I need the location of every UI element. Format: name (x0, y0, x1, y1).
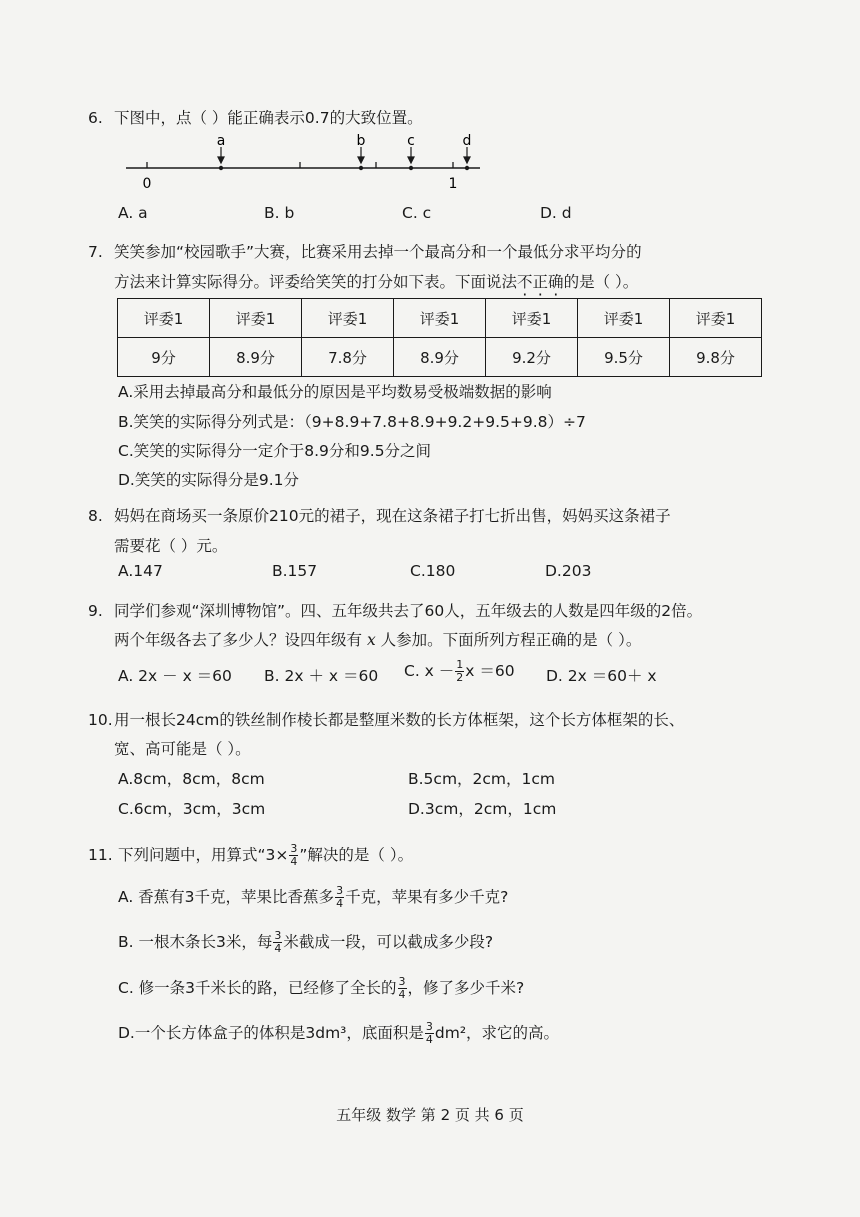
label-a: a (216, 133, 226, 149)
question-9-line2: 两个年级各去了多少人？设四年级有 x 人参加。下面所列方程正确的是（ ）。 (114, 631, 642, 649)
point-a (219, 166, 223, 170)
table-cell: 7.8分 (302, 338, 394, 377)
fraction: $\frac{3}{4}$ (425, 1020, 433, 1046)
q9-option-a[interactable]: A. 2x － x ＝60 (118, 667, 232, 685)
q6-option-c[interactable]: C. c (402, 204, 432, 222)
label-d: d (462, 133, 472, 149)
table-cell: 评委1 (210, 299, 302, 338)
question-8-line1: 8. 妈妈在商场买一条原价210元的裙子，现在这条裙子打七折出售，妈妈买这条裙子 (88, 507, 671, 525)
table-cell: 评委1 (302, 299, 394, 338)
q11-option-a[interactable]: A. 香蕉有3千克，苹果比香蕉多 $\frac{3}{4}$ 千克，苹果有多少千克? (118, 884, 509, 910)
q7-option-a[interactable]: A.采用去掉最高分和最低分的原因是平均数易受极端数据的影响 (118, 383, 552, 401)
q7-option-b[interactable]: B.笑笑的实际得分列式是：（9+8.9+7.8+8.9+9.2+9.5+9.8）÷7 (118, 413, 586, 431)
q10-option-c[interactable]: C.6cm，3cm，3cm (118, 800, 266, 818)
fraction: $\frac{3}{4}$ (274, 929, 282, 955)
q9-option-b[interactable]: B. 2x ＋ x ＝60 (264, 667, 379, 685)
table-cell: 评委1 (670, 299, 762, 338)
q7-option-d[interactable]: D.笑笑的实际得分是9.1分 (118, 471, 300, 489)
q10-option-b[interactable]: B.5cm，2cm，1cm (408, 770, 556, 788)
label-b: b (356, 133, 366, 149)
point-d (465, 166, 469, 170)
score-table (117, 298, 762, 377)
label-c: c (407, 133, 415, 149)
fraction: $\frac{3}{4}$ (290, 842, 298, 868)
q11-option-d[interactable]: D.一个长方体盒子的体积是3dm³，底面积是 $\frac{3}{4}$ dm²，求它的高。 (118, 1020, 560, 1046)
q8-option-a[interactable]: A.147 (118, 562, 163, 580)
table-cell: 8.9分 (210, 338, 302, 377)
fraction: $\frac{3}{4}$ (398, 975, 406, 1001)
table-cell: 评委1 (394, 299, 486, 338)
fraction: $\frac{1}{2}$ (456, 658, 464, 684)
question-7-line2: 方法来计算实际得分。评委给笑笑的打分如下表。下面说法不正确的是（ ）。 (114, 273, 639, 291)
question-6-stem: 6. 下图中，点（ ）能正确表示0.7的大致位置。 (88, 109, 423, 127)
table-cell: 评委1 (486, 299, 578, 338)
label-zero: 0 (142, 176, 152, 192)
question-10-line1: 10.用一根长24cm的铁丝制作棱长都是整厘米数的长方体框架，这个长方体框架的长、 (88, 711, 685, 729)
table-cell: 8.9分 (394, 338, 486, 377)
q10-option-d[interactable]: D.3cm，2cm，1cm (408, 800, 557, 818)
q9-option-d[interactable]: D. 2x ＝60＋ x (546, 667, 657, 685)
table-cell: 评委1 (118, 299, 210, 338)
q6-option-a[interactable]: A. a (118, 204, 148, 222)
q8-option-c[interactable]: C.180 (410, 562, 456, 580)
q7-option-c[interactable]: C.笑笑的实际得分一定介于8.9分和9.5分之间 (118, 442, 432, 460)
point-b (359, 166, 363, 170)
q11-option-b[interactable]: B. 一根木条长3米，每 $\frac{3}{4}$ 米截成一段，可以截成多少段? (118, 929, 494, 955)
q10-option-a[interactable]: A.8cm，8cm，8cm (118, 770, 265, 788)
table-cell: 9分 (118, 338, 210, 377)
question-7-line1: 7. 笑笑参加“校园歌手”大赛，比赛采用去掉一个最高分和一个最低分求平均分的 (88, 243, 642, 261)
q8-option-b[interactable]: B.157 (272, 562, 318, 580)
label-one: 1 (448, 176, 458, 192)
fraction: $\frac{3}{4}$ (336, 884, 344, 910)
table-cell: 9.5分 (578, 338, 670, 377)
q8-option-d[interactable]: D.203 (545, 562, 592, 580)
q9-option-c[interactable]: C. x － $\frac{1}{2}$ x ＝60 (404, 658, 515, 684)
page-footer: 五年级 数学 第 2 页 共 6 页 (336, 1106, 524, 1124)
number-line (118, 132, 498, 194)
question-10-line2: 宽、高可能是（ ）。 (114, 740, 251, 758)
table-cell: 9.2分 (486, 338, 578, 377)
question-8-line2: 需要花（ ）元。 (114, 537, 228, 555)
question-11-stem: 11. 下列问题中，用算式“3× $\frac{3}{4}$ ”解决的是（ ）。 (88, 842, 414, 868)
table-header-row (118, 299, 762, 338)
q6-option-d[interactable]: D. d (540, 204, 572, 222)
q6-option-b[interactable]: B. b (264, 204, 295, 222)
table-cell: 评委1 (578, 299, 670, 338)
point-c (409, 166, 413, 170)
table-score-row (118, 338, 762, 377)
table-cell: 9.8分 (670, 338, 762, 377)
question-9-line1: 9. 同学们参观“深圳博物馆”。四、五年级共去了60人，五年级去的人数是四年级的2倍。 (88, 602, 703, 620)
q11-option-c[interactable]: C. 修一条3千米长的路，已经修了全长的 $\frac{3}{4}$ ，修了多少千米? (118, 975, 525, 1001)
